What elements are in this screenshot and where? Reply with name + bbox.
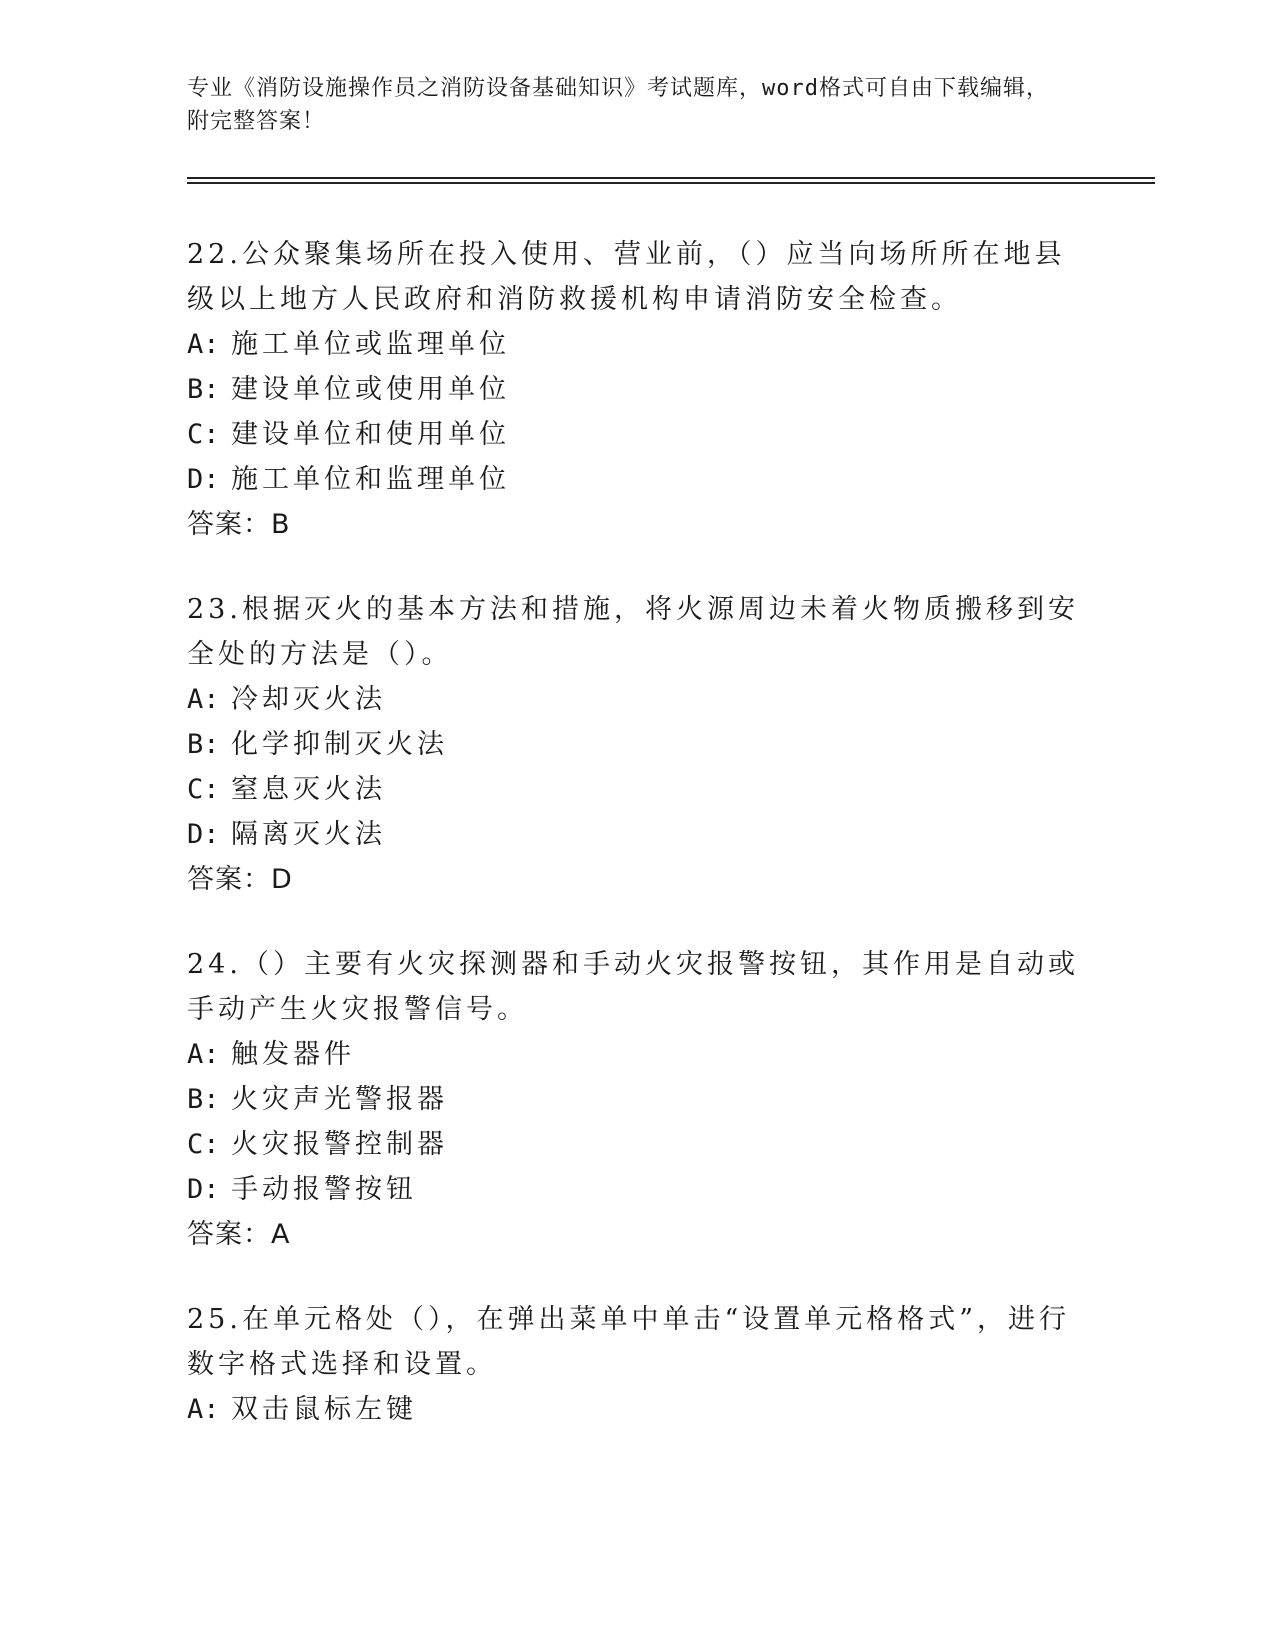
- option-b: [187, 1077, 1087, 1122]
- answer-line: 答案：A: [187, 1219, 291, 1250]
- option-key: B:: [187, 729, 220, 760]
- question-23: [187, 587, 1087, 902]
- option-text: 建设单位和使用单位: [231, 419, 510, 450]
- option-d: [187, 457, 1087, 502]
- option-text: 施工单位或监理单位: [231, 329, 510, 360]
- option-key: D:: [187, 464, 220, 495]
- option-key: B:: [187, 1084, 220, 1115]
- question-stem: 25.在单元格处（），在弹出菜单中单击“设置单元格格式”，进行数字格式选择和设置。: [187, 1304, 1071, 1380]
- option-c: [187, 1122, 1087, 1167]
- answer-line: 答案：D: [187, 864, 293, 895]
- option-text: 手动报警按钮: [231, 1174, 417, 1205]
- option-key: C:: [187, 419, 220, 450]
- header-rule-top: [187, 177, 1155, 179]
- option-key: C:: [187, 1129, 220, 1160]
- option-text: 窒息灭火法: [231, 774, 386, 805]
- question-gap: [187, 547, 1087, 587]
- question-stem: 23.根据灭火的基本方法和措施，将火源周边未着火物质搬移到安全处的方法是（）。: [187, 594, 1079, 670]
- answer-line: 答案：B: [187, 509, 291, 540]
- option-d: [187, 1167, 1087, 1212]
- question-22: [187, 232, 1087, 547]
- option-b: [187, 367, 1087, 412]
- option-c: [187, 412, 1087, 457]
- question-24: [187, 942, 1087, 1257]
- option-b: [187, 722, 1087, 767]
- question-stem: 22.公众聚集场所在投入使用、营业前，（）应当向场所所在地县级以上地方人民政府和消防救援机构申请消防安全检查。: [187, 239, 1066, 315]
- option-a: [187, 677, 1087, 722]
- option-key: A:: [187, 329, 220, 360]
- question-list: [187, 232, 1087, 1432]
- option-d: [187, 812, 1087, 857]
- option-text: 火灾声光警报器: [231, 1084, 448, 1115]
- document-header: 专业《消防设施操作员之消防设备基础知识》考试题库，word格式可自由下载编辑，附完整答案！: [187, 76, 1049, 134]
- option-a: [187, 322, 1087, 367]
- option-a: [187, 1032, 1087, 1077]
- option-text: 建设单位或使用单位: [231, 374, 510, 405]
- option-text: 化学抑制灭火法: [231, 729, 448, 760]
- option-c: [187, 767, 1087, 812]
- option-text: 双击鼠标左键: [231, 1394, 417, 1425]
- option-key: B:: [187, 374, 220, 405]
- option-key: A:: [187, 684, 220, 715]
- option-key: D:: [187, 1174, 220, 1205]
- question-25: [187, 1297, 1087, 1432]
- option-text: 隔离灭火法: [231, 819, 386, 850]
- option-key: C:: [187, 774, 220, 805]
- option-key: A:: [187, 1394, 220, 1425]
- option-text: 冷却灭火法: [231, 684, 386, 715]
- header-rule-bottom: [187, 182, 1155, 184]
- option-key: D:: [187, 819, 220, 850]
- option-text: 施工单位和监理单位: [231, 464, 510, 495]
- option-a: [187, 1387, 1087, 1432]
- option-key: A:: [187, 1039, 220, 1070]
- question-stem: 24.（）主要有火灾探测器和手动火灾报警按钮，其作用是自动或手动产生火灾报警信号。: [187, 949, 1079, 1025]
- question-gap: [187, 1257, 1087, 1297]
- question-gap: [187, 902, 1087, 942]
- option-text: 火灾报警控制器: [231, 1129, 448, 1160]
- option-text: 触发器件: [231, 1039, 355, 1070]
